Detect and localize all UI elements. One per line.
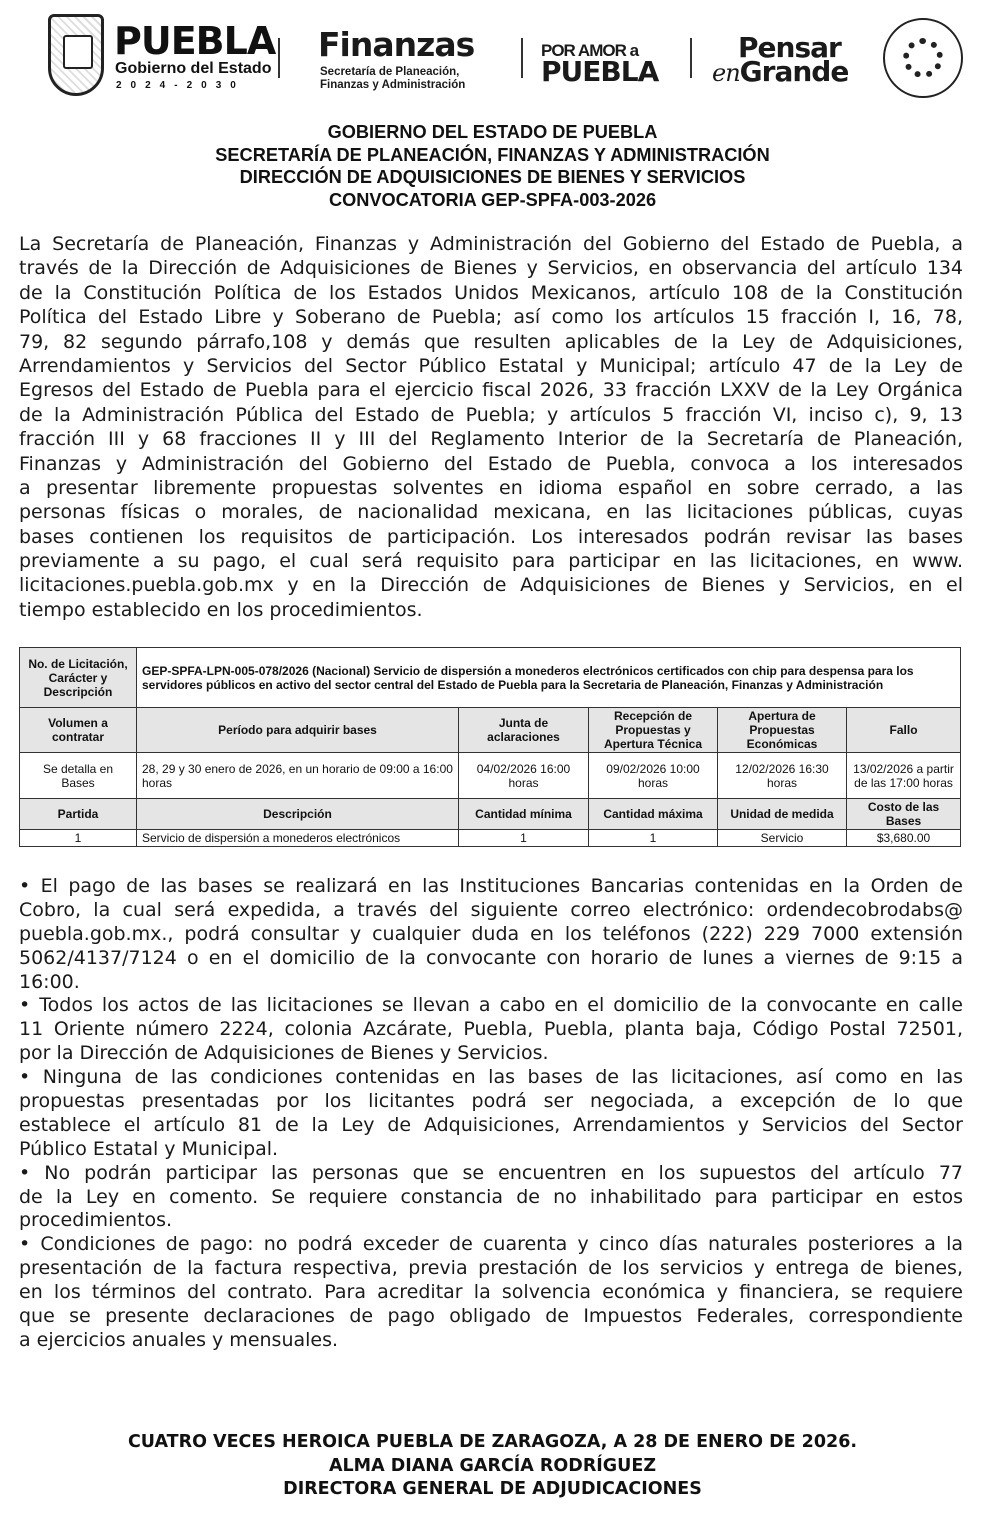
table-header-cell: Junta de aclaraciones xyxy=(459,708,589,753)
finanzas-logo-sub: Secretaría de Planeación, Finanzas y Administración xyxy=(320,66,466,91)
text-line: 79, 82 segundo párrafo,108 y demás que resulten aplicables de la Ley de Adquisiciones, xyxy=(19,330,963,353)
seal-icon xyxy=(883,18,963,98)
table-cell: 1 xyxy=(459,830,589,847)
logo-divider xyxy=(690,38,692,78)
text-line: puebla.gob.mx., podrá consultar y cualquier duda en los teléfonos (222) 229 7000 extensión xyxy=(19,922,963,945)
text-line: • Todos los actos de las licitaciones se llevan a cabo en el domicilio de la convocante en calle xyxy=(19,994,963,1017)
text-line: • No podrán participar las personas que se encuentren en los supuestos del artículo 77 xyxy=(19,1161,963,1184)
table-header-cell: Período para adquirir bases xyxy=(137,708,459,753)
table-header-cell: Costo de las Bases xyxy=(847,799,961,830)
table-cell: 12/02/2026 16:30 horas xyxy=(718,753,847,799)
table-cell: 09/02/2026 10:00 horas xyxy=(589,753,718,799)
text-line: de la Ley en comento. Se requiere constancia de no inhabilitado para participar en estos xyxy=(19,1185,963,1208)
puebla-logo-name: PUEBLA xyxy=(114,19,276,63)
text-line: previamente a su pago, el cual será requisito para participar en las licitaciones, en www. xyxy=(19,550,963,573)
text-line: 11 Oriente número 2224, colonia Azcárate, Puebla, Puebla, planta baja, Código Postal 72501, xyxy=(19,1018,963,1041)
tender-table xyxy=(19,647,961,847)
text-line: de la Administración Pública del Estado de Puebla; y artículos 5 fracción VI, inciso c), 9, 13 xyxy=(19,403,963,426)
table-row xyxy=(20,753,961,799)
text-line: Egresos del Estado de Puebla para el ejercicio fiscal 2026, 33 fracción LXXV de la Ley Orgánica xyxy=(19,379,963,402)
table-cell: 1 xyxy=(589,830,718,847)
text-line: • Condiciones de pago: no podrá exceder de cuarenta y cinco días naturales posteriores a la xyxy=(19,1233,963,1256)
poramor-logo-line1: POR AMOR a xyxy=(541,41,639,60)
text-line: tiempo establecido en los procedimientos. xyxy=(19,598,423,621)
table-cell: Se detalla en Bases xyxy=(20,753,137,799)
text-line: personas físicas o morales, de nacionalidad mexicana, en las licitaciones públicas, cuyas xyxy=(19,501,963,524)
table-header-cell: Fallo xyxy=(847,708,961,753)
text-line: que se presente declaraciones de pago obligado de Impuestos Federales, correspondiente xyxy=(19,1305,963,1328)
text-line: Finanzas y Administración del Gobierno del Estado de Puebla, convoca a los interesados xyxy=(19,452,963,475)
text-line: Cobro, la cual será expedida, a través del siguiente correo electrónico: ordendecobrodabs@ xyxy=(19,898,963,921)
table-row xyxy=(20,830,961,847)
signature-block xyxy=(0,1431,985,1502)
text-line: a presentar libremente propuestas solventes en idioma español en sobre cerrado, a las xyxy=(19,476,963,499)
table-header-cell: Cantidad máxima xyxy=(589,799,718,830)
text-line: establece el artículo 81 de la Ley de Adquisiciones, Arrendamientos y Servicios del Sector xyxy=(19,1113,963,1136)
text-line: licitaciones.puebla.gob.mx y en la Dirección de Adquisiciones de Bienes y Servicios, en el xyxy=(19,574,963,597)
puebla-logo-years: 2024-2030 xyxy=(116,80,245,91)
table-header-cell: Recepción de Propuestas y Apertura Técnica xyxy=(589,708,718,753)
logo-divider xyxy=(278,38,280,78)
table-header-cell: Descripción xyxy=(137,799,459,830)
table-cell: 28, 29 y 30 enero de 2026, en un horario de 09:00 a 16:00 horas xyxy=(137,753,459,799)
text-line: • Ninguna de las condiciones contenidas en las bases de las licitaciones, así como en las xyxy=(19,1066,963,1089)
table-cell: 13/02/2026 a partir de las 17:00 horas xyxy=(847,753,961,799)
conditions-list xyxy=(19,875,963,1353)
table-header-cell: No. de Licitación, Carácter y Descripción xyxy=(20,648,137,708)
table-cell: $3,680.00 xyxy=(847,830,961,847)
table-header-cell: Partida xyxy=(20,799,137,830)
logo-divider xyxy=(521,38,523,78)
text-line: a ejercicios anuales y mensuales. xyxy=(19,1328,339,1351)
text-line: Política del Estado Libre y Soberano de Puebla; así como los artículos 15 fracción I, 16, 78, xyxy=(19,306,963,329)
table-cell: Servicio xyxy=(718,830,847,847)
table-cell: 1 xyxy=(20,830,137,847)
text-line: de la Constitución Política de los Estados Unidos Mexicanos, artículo 108 de la Constitución xyxy=(19,281,963,304)
text-line: procedimientos. xyxy=(19,1209,173,1232)
text-line: bases contienen los requisitos de participación. Los interesados podrán revisar las bases xyxy=(19,525,963,548)
tender-description: GEP-SPFA-LPN-005-078/2026 (Nacional) Servicio de dispersión a monederos electrónicos certificados con chip para despensa para los servidores públicos en activo del sector central del Estado de Puebla para la Secretaria de Planeación, Finanzas y Administración xyxy=(137,648,961,708)
poramor-logo-line2: PUEBLA xyxy=(541,55,659,88)
table-header-cell: Apertura de Propuestas Económicas xyxy=(718,708,847,753)
text-line: 16:00. xyxy=(19,970,80,993)
heading-line: DIRECCIÓN DE ADQUISICIONES DE BIENES Y SERVICIOS xyxy=(239,167,746,187)
finanzas-logo-name: Finanzas xyxy=(318,25,475,64)
intro-paragraph xyxy=(19,232,963,622)
table-header-cell: Cantidad mínima xyxy=(459,799,589,830)
text-line: Público Estatal y Municipal. xyxy=(19,1137,279,1160)
text-line: por la Dirección de Adquisiciones de Bienes y Servicios. xyxy=(19,1042,549,1065)
footer-place-date: CUATRO VECES HEROICA PUEBLA DE ZARAGOZA, A 28 DE ENERO DE 2026. xyxy=(127,1432,858,1452)
text-line: en los términos del contrato. Para acreditar la solvencia económica y financiera, se requiere xyxy=(19,1281,963,1304)
heading-line: SECRETARÍA DE PLANEACIÓN, FINANZAS Y ADMINISTRACIÓN xyxy=(215,144,770,165)
puebla-logo-sub: Gobierno del Estado xyxy=(115,60,272,77)
header-logos xyxy=(0,0,985,112)
page-heading xyxy=(0,121,985,211)
signer-name: ALMA DIANA GARCÍA RODRÍGUEZ xyxy=(328,1455,657,1476)
text-line: presentación de la factura respectiva, previa prestación de los servicios y entrega de bienes, xyxy=(19,1257,963,1280)
table-row xyxy=(20,799,961,830)
text-line: • El pago de las bases se realizará en las Instituciones Bancarias contenidas en la Orden de xyxy=(19,875,963,897)
pensar-logo-line2: enGrande xyxy=(712,55,849,88)
table-cell: Servicio de dispersión a monederos electrónicos xyxy=(137,830,459,847)
text-line: propuestas presentadas por los licitantes podrá ser negociada, a excepción de lo que xyxy=(19,1090,963,1113)
table-header-cell: Volumen a contratar xyxy=(20,708,137,753)
signer-title: DIRECTORA GENERAL DE ADJUDICACIONES xyxy=(283,1479,702,1499)
text-line: La Secretaría de Planeación, Finanzas y Administración del Gobierno del Estado de Puebla, a xyxy=(19,233,963,255)
coat-of-arms-icon xyxy=(48,14,104,96)
table-cell: 04/02/2026 16:00 horas xyxy=(459,753,589,799)
text-line: través de la Dirección de Adquisiciones de Bienes y Servicios, en observancia del artículo 134 xyxy=(19,257,963,280)
pensar-logo-line1: Pensar xyxy=(738,31,841,64)
heading-line: GOBIERNO DEL ESTADO DE PUEBLA xyxy=(327,122,658,142)
heading-line: CONVOCATORIA GEP-SPFA-003-2026 xyxy=(328,189,657,210)
text-line: 5062/4137/7124 o en el domicilio de la convocante con horario de lunes a viernes de 9:15 a xyxy=(19,946,963,969)
table-header-cell: Unidad de medida xyxy=(718,799,847,830)
text-line: Arrendamientos y Servicios del Sector Público Estatal y Municipal; artículo 47 de la Ley de xyxy=(19,354,963,377)
text-line: fracción III y 68 fracciones II y III del Reglamento Interior de la Secretaría de Planeación, xyxy=(19,428,963,451)
table-row xyxy=(20,708,961,753)
table-row xyxy=(20,648,961,708)
